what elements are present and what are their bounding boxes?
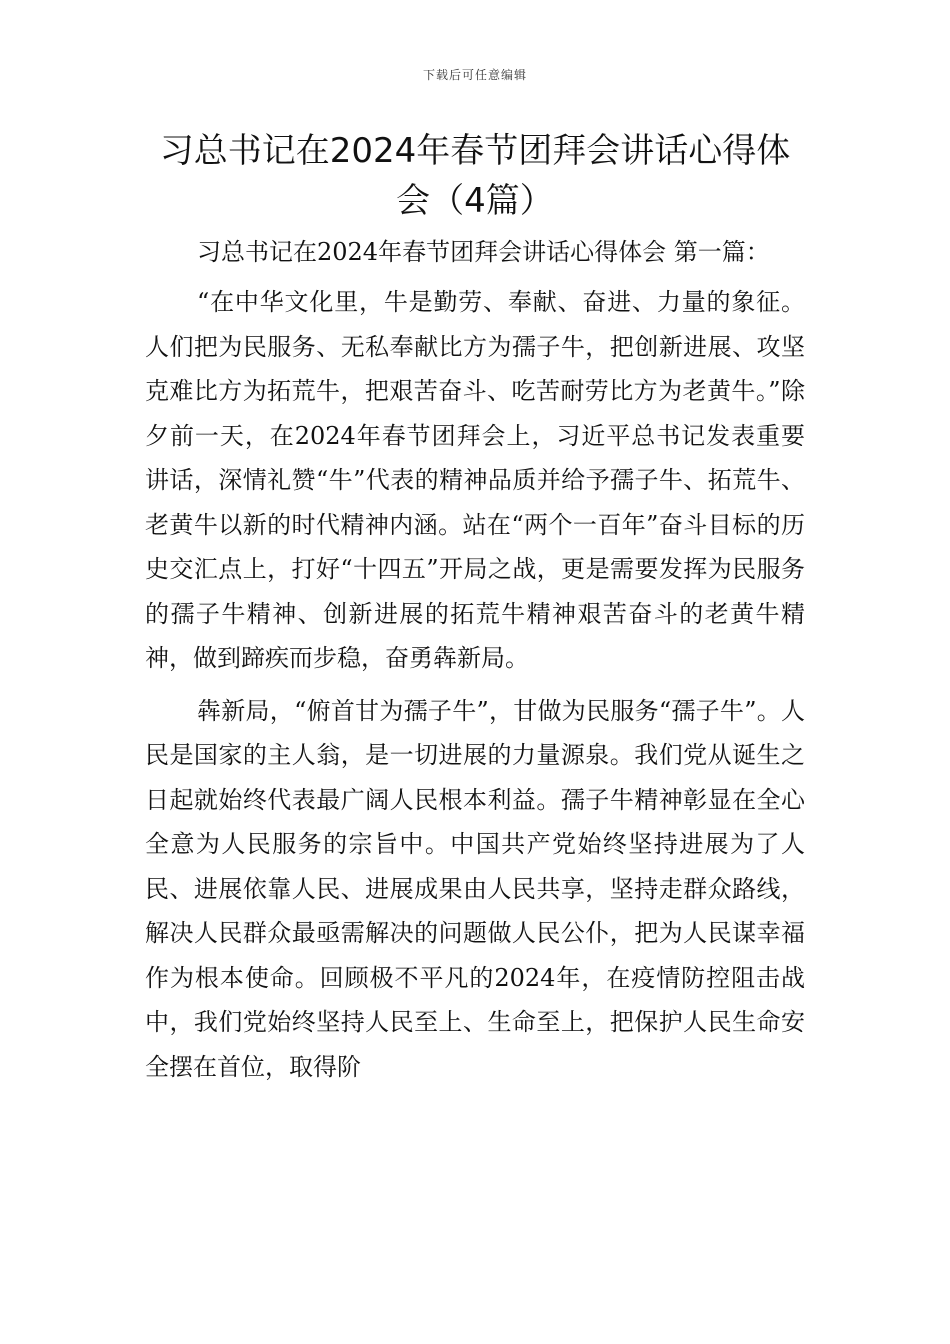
paragraph-1: “在中华文化里，牛是勤劳、奉献、奋进、力量的象征。人们把为民服务、无私奉献比方为孺子牛，把创新进展、攻坚克难比方为拓荒牛，把艰苦奋斗、吃苦耐劳比方为老黄牛。”除夕前一天，在2024年春节团拜会上，习近平总书记发表重要讲话，深情礼赞“牛”代表的精神品质并给予孺子牛、拓荒牛、老黄牛以新的时代精神内涵。站在“两个一百年”奋斗目标的历史交汇点上，打好“十四五”开局之战，更是需要发挥为民服务的孺子牛精神、创新进展的拓荒牛精神艰苦奋斗的老黄牛精神，做到蹄疾而步稳，奋勇犇新局。 bbox=[145, 288, 805, 672]
document-body bbox=[145, 280, 805, 1097]
header-note: 下载后可任意编辑 bbox=[422, 68, 527, 82]
document-title: 习总书记在2024年春节团拜会讲话心得体会（4篇） bbox=[159, 131, 791, 221]
paragraph-2: 犇新局，“俯首甘为孺子牛”，甘做为民服务“孺子牛”。人民是国家的主人翁，是一切进展的力量源泉。我们党从诞生之日起就始终代表最广阔人民根本利益。孺子牛精神彰显在全心全意为人民服务的宗旨中。中国共产党始终坚持进展为了人民、进展依靠人民、进展成果由人民共享，坚持走群众路线，解决人民群众最亟需解决的问题做人民公仆，把为人民谋幸福作为根本使命。回顾极不平凡的2024年，在疫情防控阻击战中，我们党始终坚持人民至上、生命至上，把保护人民生命安全摆在首位，取得阶 bbox=[145, 696, 805, 1081]
section-heading: 习总书记在2024年春节团拜会讲话心得体会 第一篇： bbox=[197, 238, 770, 266]
